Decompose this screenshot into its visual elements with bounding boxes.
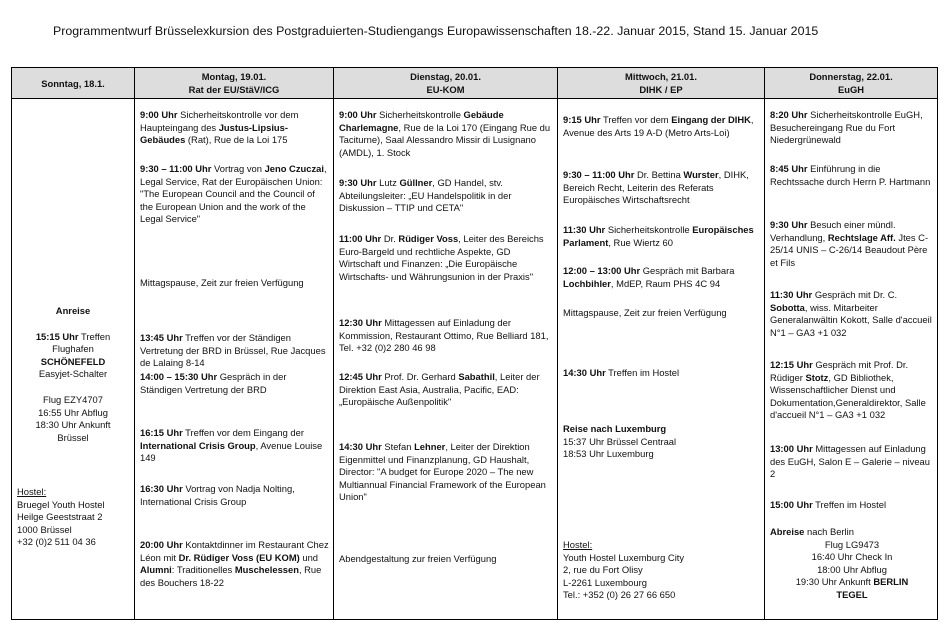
text-monday-e8-f: Muschelessen (234, 564, 299, 576)
text-wednesday-e6-time: 14:30 Uhr (563, 367, 606, 378)
text-sunday-airport-name: SCHÖNEFELD (40, 355, 106, 367)
text-sunday-hostel-label: Hostel: (17, 486, 47, 497)
text-wednesday-e3-b: Europäisches Parlament (563, 224, 754, 248)
header-wednesday (558, 68, 765, 99)
text-monday-e1-c: (Rat), Rue de la Loi 175 (185, 134, 288, 146)
tuesday-event (339, 553, 554, 566)
text-thursday-e5-b: Stotz (805, 371, 829, 383)
header-thursday (765, 68, 938, 99)
text-tuesday-e1-time: 9:00 Uhr (339, 109, 377, 120)
text-wednesday-hostel-name: Youth Hostel Luxemburg City (563, 551, 685, 563)
thursday-event (770, 289, 934, 339)
text-thursday-e8-l3: 18:00 Uhr Abflug (817, 563, 887, 575)
wednesday-event (563, 367, 761, 380)
text-sunday-flight: Flug EZY4707 (43, 393, 103, 405)
wednesday-event (563, 265, 761, 290)
text-tuesday-e3-b: Rüdiger Voss (398, 233, 459, 244)
text-tuesday-e3-time: 11:00 Uhr (339, 233, 382, 244)
text-thursday-e2-a: Einführung in die Rechtssache durch Herrn P. Hartmann (770, 163, 931, 187)
text-wednesday-hostel-label: Hostel: (563, 539, 593, 550)
monday-event (140, 277, 330, 290)
monday-event (140, 427, 330, 465)
text-thursday-e8-l5: TEGEL (836, 588, 868, 600)
text-monday-e1-b: Justus-Lipsius-Gebäudes (140, 121, 288, 146)
text-thursday-e5-c: , GD Bibliothek, Wissenschaftlicher Dienst und Dokumentation,Generaldirektor, Salle d'accueil N°1 – GA3 +1 032 (770, 371, 926, 421)
text-sunday-arr: 18:30 Uhr Ankunft (35, 419, 111, 431)
text-tuesday-e6-b: Lehner (414, 441, 446, 452)
text-monday-e5-time: 14:00 – 15:30 Uhr (140, 371, 218, 382)
text-tuesday-e1-c: , Rue de la Loi 170 (Eingang Rue du Taciturne), Saal Alessandro Missir di Lusignano (AMDL), 1. Stock (339, 121, 551, 158)
text-monday-e7-time: 16:30 Uhr (140, 483, 183, 494)
text-tuesday-e1-a: Sicherheitskontrolle (376, 109, 464, 120)
text-monday-e2-time: 9:30 – 11:00 Uhr (140, 163, 212, 174)
wednesday-travel (563, 423, 761, 461)
tuesday-event (339, 317, 554, 355)
text-monday-e8-a: Kontaktdinner im Restaurant Chez Léon mit (140, 539, 329, 563)
text-thursday-e7-a: Treffen im Hostel (812, 499, 887, 510)
header-row (12, 68, 938, 99)
text-thursday-e8-l4b: BERLIN (873, 576, 909, 588)
tuesday-event (339, 441, 554, 504)
monday-event (140, 163, 330, 226)
text-tuesday-e6-a: Stefan (381, 441, 415, 452)
monday-event (140, 539, 330, 589)
text-headers-3-day: Mittwoch, 21.01. (625, 71, 697, 82)
text-thursday-e8-l4a: 19:30 Uhr Ankunft (795, 576, 874, 588)
text-tuesday-e7: Abendgestaltung zur freien Verfügung (339, 553, 497, 564)
text-sunday-city: Brüssel (57, 431, 89, 443)
wednesday-hostel (563, 539, 761, 602)
text-thursday-e3-c: Jtes C-25/14 UNIS – C-26/14 Beaudout Père et Fils (770, 231, 929, 268)
wednesday-event (563, 169, 761, 207)
thursday-cell (765, 99, 938, 620)
text-tuesday-e1-b: Gebäude Charlemagne (339, 109, 504, 133)
header-tuesday (334, 68, 558, 99)
text-headers-0-day: Sonntag, 18.1. (41, 77, 105, 89)
text-wednesday-e2-c: , DIHK, Bereich Recht, Leiterin des Referats Europäisches Wirtschaftsrecht (563, 169, 749, 206)
text-monday-e6-time: 16:15 Uhr (140, 427, 183, 438)
text-thursday-e4-time: 11:30 Uhr (770, 289, 813, 300)
text-wednesday-e4-b: Lochbihler (563, 277, 611, 289)
text-monday-e5-a: Gespräch in der Ständigen Vertretung der BRD (140, 371, 287, 395)
monday-event (140, 371, 330, 396)
text-wednesday-e3-c: , Rue Wiertz 60 (608, 236, 673, 248)
text-wednesday-e2-time: 9:30 – 11:00 Uhr (563, 169, 635, 180)
text-tuesday-e3-a: Dr. (381, 233, 399, 244)
text-tuesday-e4-time: 12:30 Uhr (339, 317, 382, 328)
text-sunday-hostel-city: 1000 Brüssel (17, 523, 72, 535)
text-monday-e8-g: , Rue des Bouchers 18-22 (140, 564, 322, 588)
wednesday-event (563, 224, 761, 249)
text-monday-e1-a: Sicherheitskontrolle vor dem Haupteingang des (140, 109, 299, 133)
text-wednesday-e7-l2: 18:53 Uhr Luxemburg (563, 448, 654, 460)
text-wednesday-e1-c: , Avenue des Arts 19 A-D (Metro Arts-Loi) (563, 114, 754, 138)
tuesday-event (339, 177, 554, 215)
text-wednesday-e1-b: Eingang der DIHK (671, 114, 751, 125)
text-sunday-anreise: Anreise (55, 305, 91, 316)
text-sunday-meet-text: Treffen (78, 330, 111, 342)
text-tuesday-e2-b: Güllner (399, 177, 433, 188)
text-headers-3-org: DIHK / EP (639, 84, 683, 95)
text-thursday-e8-l1: Flug LG9473 (824, 538, 880, 550)
text-thursday-e1-time: 8:20 Uhr (770, 109, 808, 120)
sunday-arrival (15, 305, 131, 444)
text-thursday-e6-a: Mittagessen auf Einladung des EuGH, Salon E – Galerie – niveau 2 (770, 443, 930, 480)
thursday-event (770, 359, 934, 422)
text-sunday-hostel-tel: +32 (0)2 511 04 36 (17, 536, 96, 548)
text-wednesday-e6-a: Treffen im Hostel (605, 367, 680, 378)
thursday-event (770, 219, 934, 269)
text-wednesday-e7-l1: 15:37 Uhr Brüssel Centraal (563, 435, 677, 447)
tuesday-event (339, 109, 554, 159)
text-sunday-counter: Easyjet-Schalter (38, 368, 108, 380)
text-monday-e8-d: Alumni (140, 564, 172, 576)
text-monday-e8-time: 20:00 Uhr (140, 539, 183, 550)
sunday-cell (12, 99, 135, 620)
text-thursday-e5-time: 12:15 Uhr (770, 359, 813, 370)
wednesday-cell (558, 99, 765, 620)
text-thursday-e3-time: 9:30 Uhr (770, 219, 808, 230)
text-wednesday-hostel-tel: Tel.: +352 (0) 26 27 66 650 (563, 589, 676, 601)
text-wednesday-e2-b: Wurster (683, 169, 719, 180)
text-thursday-e4-c: , wiss. Mitarbeiter Generalanwältin Kokott, Salle d'accueil N°1 – GA3 +1 032 (770, 301, 932, 338)
thursday-event (770, 163, 934, 188)
text-wednesday-e4-time: 12:00 – 13:00 Uhr (563, 265, 641, 276)
text-wednesday-e3-a: Sicherheitskontrolle (605, 224, 693, 235)
text-headers-2-day: Dienstag, 20.01. (410, 71, 481, 82)
text-wednesday-e3-time: 11:30 Uhr (563, 224, 606, 235)
header-monday (135, 68, 334, 99)
thursday-event (770, 443, 934, 481)
text-thursday-e2-time: 8:45 Uhr (770, 163, 808, 174)
schedule-table (11, 67, 938, 620)
text-headers-1-org: Rat der EU/StäV/ICG (188, 84, 280, 95)
text-monday-e2-b: Jeno Czuczai (264, 163, 324, 174)
thursday-event (770, 499, 934, 512)
text-tuesday-e5-time: 12:45 Uhr (339, 371, 382, 382)
text-monday-e4-a: Treffen vor der Ständigen Vertretung der BRD in Brüssel, Rue Jacques de Lalaing 8-14 (140, 332, 326, 369)
text-headers-1-day: Montag, 19.01. (201, 71, 267, 82)
text-wednesday-e4-a: Gespräch mit Barbara (640, 265, 735, 276)
text-monday-e2-c: , Legal Service, Rat der Europäischen Union: "The European Council and the Council of the European Union and the work of the Legal Service" (140, 163, 327, 225)
text-tuesday-e6-time: 14:30 Uhr (339, 441, 382, 452)
text-tuesday-e2-a: Lutz (376, 177, 400, 188)
text-tuesday-e2-time: 9:30 Uhr (339, 177, 377, 188)
text-wednesday-e5: Mittagspause, Zeit zur freien Verfügung (563, 307, 727, 318)
text-sunday-airport: Flughafen (52, 343, 94, 355)
document-title: Programmentwurf Brüsselexkursion des Postgraduierten-Studiengangs Europawissenschaften 18.-22. Januar 2015, Stand 15. Januar 2015 (53, 24, 819, 38)
text-headers-4-day: Donnerstag, 22.01. (809, 71, 893, 82)
text-tuesday-e5-a: Prof. Dr. Gerhard (381, 371, 459, 382)
tuesday-cell (334, 99, 558, 620)
text-monday-e2-a: Vortrag von (211, 163, 265, 174)
text-thursday-e8-l2: 16:40 Uhr Check In (811, 551, 893, 563)
text-monday-e6-a: Treffen vor dem Eingang der (182, 427, 304, 438)
text-thursday-e4-a: Gespräch mit Dr. C. (812, 289, 898, 300)
text-wednesday-hostel-city: L-2261 Luxembourg (563, 576, 647, 588)
wednesday-event (563, 114, 761, 139)
text-monday-e1-time: 9:00 Uhr (140, 109, 178, 120)
text-headers-2-org: EU-KOM (426, 84, 465, 95)
text-tuesday-e5-b: Sabathil (458, 371, 495, 382)
text-wednesday-e1-time: 9:15 Uhr (563, 114, 601, 125)
sunday-hostel (17, 486, 131, 549)
text-thursday-e1-a: Sicherheitskontrolle EuGH, Besuchereingang Rue du Fort Niedergrünewald (770, 109, 923, 146)
text-thursday-e5-a: Gespräch mit Prof. Dr. Rüdiger (770, 359, 909, 383)
monday-event (140, 109, 330, 147)
thursday-departure (770, 526, 934, 602)
text-sunday-dep: 16:55 Uhr Abflug (38, 406, 108, 418)
tuesday-event (339, 371, 554, 409)
text-thursday-e8-b: nach Berlin (804, 526, 854, 537)
text-monday-e6-b: International Crisis Group (140, 439, 256, 451)
wednesday-event (563, 307, 761, 320)
text-monday-e8-b: Dr. Rüdiger Voss (EU KOM) (178, 551, 300, 563)
text-tuesday-e3-c: , Leiter des Bereichs Euro-Bargeld und rechtliche Aspekte, GD Wirtschaft und Finanzen: „Die Europäische Wirtschafts- und Währungsunion in der Praxis" (339, 233, 544, 282)
monday-event (140, 332, 330, 370)
text-thursday-e4-b: Sobotta (770, 301, 805, 313)
text-wednesday-e2-a: Dr. Bettina (634, 169, 684, 180)
text-wednesday-e1-a: Treffen vor dem (600, 114, 672, 125)
text-tuesday-e4-a: Mittagessen auf Einladung der Kommission, Restaurant Ottimo, Rue Belliard 181, Tel. +32 (0)2 280 46 98 (339, 317, 549, 354)
text-sunday-meet-time: 15:15 Uhr (35, 330, 79, 342)
text-monday-e7-a: Vortrag von Nadja Nolting, International Crisis Group (140, 483, 295, 507)
text-monday-e8-e: : Traditionelles (171, 564, 235, 576)
text-tuesday-e2-c: , GD Handel, stv. Abteilungsleiter: „EU Handelspolitik in der Diskussion – TTIP und CETA" (339, 177, 512, 214)
text-monday-e8-c: und (299, 551, 319, 563)
text-tuesday-e6-c: , Leiter der Direktion Eigenmittel und Finanzplanung, GD Haushalt, Director: "A budget for Europe 2020 – The new Multiannual Financial Framework of the European Union" (339, 441, 546, 503)
monday-cell (135, 99, 334, 620)
text-tuesday-e5-c: , Leiter der Direktion East Asia, Australia, Pacific, EAD: „Europäische Außenpolitik" (339, 371, 540, 408)
thursday-event (770, 109, 934, 147)
text-monday-e4-time: 13:45 Uhr (140, 332, 183, 343)
tuesday-event (339, 233, 554, 283)
text-monday-e6-c: , Avenue Louise 149 (140, 439, 323, 464)
text-wednesday-hostel-street: 2, rue du Fort Olisy (563, 564, 643, 576)
text-monday-e3: Mittagspause, Zeit zur freien Verfügung (140, 277, 304, 288)
text-thursday-e3-a: Besuch einer mündl. Verhandlung, (770, 219, 896, 243)
content-row (12, 99, 938, 620)
text-thursday-e7-time: 15:00 Uhr (770, 499, 813, 510)
text-thursday-e3-b: Rechtslage Aff. (827, 231, 896, 243)
text-thursday-e6-time: 13:00 Uhr (770, 443, 813, 454)
text-headers-4-org: EuGH (837, 84, 865, 95)
text-thursday-e8-a: Abreise (770, 526, 805, 537)
text-wednesday-e4-c: , MdEP, Raum PHS 4C 94 (610, 277, 721, 289)
text-sunday-hostel-name: Bruegel Youth Hostel (17, 498, 105, 510)
monday-event (140, 483, 330, 508)
text-sunday-hostel-street: Heilge Geeststraat 2 (17, 511, 103, 523)
text-wednesday-e7-head: Reise nach Luxemburg (563, 423, 667, 434)
header-sunday (12, 68, 135, 99)
